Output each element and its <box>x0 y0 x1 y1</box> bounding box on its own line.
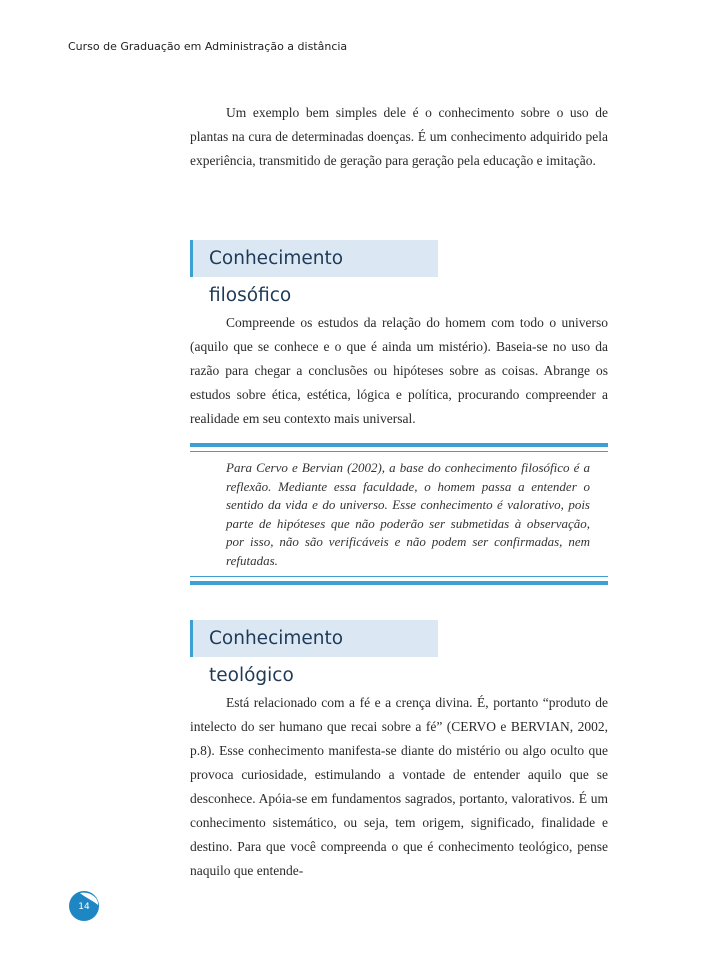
quote-rule-top <box>190 443 608 452</box>
filosofico-paragraph-text: Compreende os estudos da relação do homem com todo o universo (aquilo que se conhece e o que é ainda um mistério). Baseia-se no uso da razão para chegar a conclusões ou hipóteses sobre as coisas. Abrange os estudos sobre ética, estética, lógica e política, procurando compreender a realidade em seu contexto mais universal. <box>190 315 608 426</box>
page-number: 14 <box>78 902 90 912</box>
running-header: Curso de Graduação em Administração a distância <box>68 40 348 53</box>
section-heading-teologico-text: Conhecimento teológico <box>209 628 344 686</box>
filosofico-paragraph <box>190 311 608 431</box>
teologico-paragraph-text: Está relacionado com a fé e a crença divina. É, portanto “produto de intelecto do ser humano que recai sobre a fé” (CERVO e BERVIAN, 2002, p.8). Esse conhecimento manifesta-se diante do mistério ou algo oculto que provoca curiosidade, estimulando a vontade de entender aquilo que se desconhece. Apóia-se em fundamentos sagrados, portanto, valorativos. É um conhecimento sistemático, ou seja, tem origem, significado, finalidade e destino. Para que você compreenda o que é conhecimento teológico, pense naquilo que entende- <box>190 695 608 878</box>
intro-paragraph-block <box>190 101 608 173</box>
intro-paragraph <box>190 101 608 173</box>
section-heading-filosofico <box>190 240 438 306</box>
section-heading-filosofico-text: Conhecimento filosófico <box>209 248 344 306</box>
quote-rule-bottom <box>190 576 608 585</box>
intro-paragraph-text: Um exemplo bem simples dele é o conhecimento sobre o uso de plantas na cura de determinadas doenças. É um conhecimento adquirido pela experiência, transmitido de geração para geração pela educação e imitação. <box>190 105 608 168</box>
teologico-paragraph <box>190 691 608 883</box>
teologico-paragraph-block <box>190 691 608 883</box>
filosofico-quote: Para Cervo e Bervian (2002), a base do conhecimento filosófico é a reflexão. Mediante essa faculdade, o homem passa a entender o sentido da vida e do universo. Esse conhecimento é valorativo, pois parte de hipóteses que não poderão ser submetidas à observação, por isso, não são verificáveis e não podem ser confirmadas, nem refutadas. <box>226 460 590 568</box>
filosofico-paragraph-block <box>190 311 608 431</box>
page-number-badge <box>66 888 102 924</box>
section-heading-teologico <box>190 620 438 686</box>
